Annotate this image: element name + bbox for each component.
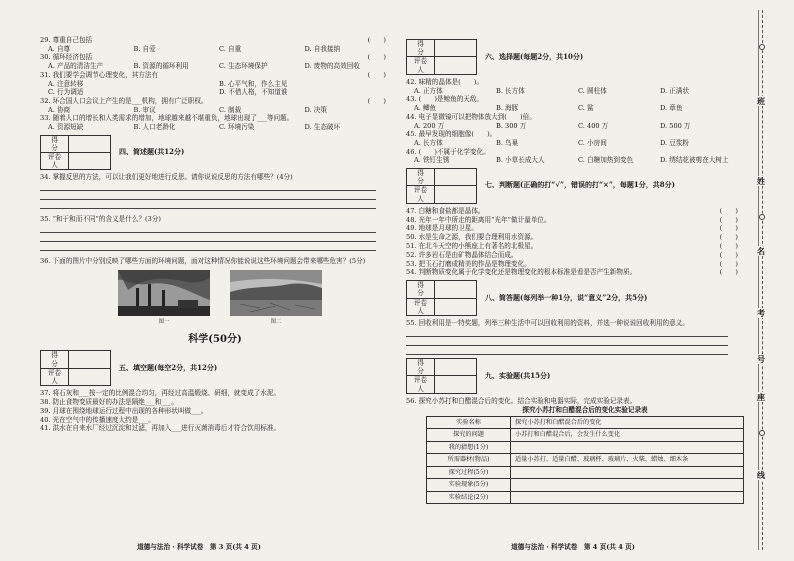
grader-label: 评卷人 xyxy=(41,368,69,385)
grader-cell[interactable] xyxy=(69,368,111,385)
row-value[interactable] xyxy=(511,441,744,454)
answer-paren[interactable]: ( ) xyxy=(719,233,738,242)
question-text: 43. ( )是鲸鱼的天敌。 xyxy=(406,95,484,104)
section-title: 六、选择题(每题2分，共10分) xyxy=(485,51,584,61)
statement-text: 50. 水是生命之源，我们要合理利用水资源。 xyxy=(406,233,538,242)
experiment-record-table xyxy=(426,416,744,505)
grader-cell[interactable] xyxy=(435,57,477,74)
question-text: 37. 将石灰和___按一定的比例混合均匀，再经过高温煅烧、研细，就变成了水泥。 xyxy=(40,389,281,398)
score-label: 得 分 xyxy=(41,351,69,368)
answer-paren[interactable]: ( ) xyxy=(719,206,738,215)
option-d[interactable]: D. 不借人格，不知道谁 xyxy=(219,88,288,97)
option-a[interactable]: A. 正方体 xyxy=(414,86,443,95)
answer-line[interactable] xyxy=(406,337,728,346)
photo-caption: 图一 xyxy=(158,319,170,326)
option-a[interactable]: A. 资源短缺 xyxy=(48,122,84,131)
section-title: 八、简答题(每列举一种1分，说“意义”2分，共5分) xyxy=(485,292,648,302)
section-5-header xyxy=(40,350,390,386)
grader-label: 评卷人 xyxy=(407,186,435,203)
score-cell[interactable] xyxy=(69,135,111,152)
options-31a xyxy=(40,80,390,89)
answer-line[interactable] xyxy=(406,328,728,337)
answer-line[interactable] xyxy=(40,242,376,251)
tf-49 xyxy=(406,224,742,233)
option-d[interactable]: D. 决策 xyxy=(304,105,327,114)
question-text: 40. 光在空气中的传播速度大约是___。 xyxy=(40,415,155,424)
grader-label: 评卷人 xyxy=(407,298,435,315)
question-text: 34. 掌握反思的方法，可以让我们更好地进行反思。请你说说反思的方法有哪些？(4分) xyxy=(40,173,293,182)
score-cell[interactable] xyxy=(435,168,477,185)
question-text: 45. 最早发现的细胞像( )。 xyxy=(406,130,497,139)
table-row xyxy=(427,466,744,479)
tf-50 xyxy=(406,233,742,242)
question-text: 32. 环合国人口会议上产生的是___机构，拥有广泛职权。 xyxy=(40,96,208,105)
question-56 xyxy=(406,397,742,406)
option-a[interactable]: A. 铁钉生锈 xyxy=(414,156,450,165)
option-d[interactable]: D. 正满状 xyxy=(660,86,690,95)
row-value[interactable]: 小苏打和白醋混合后，会发生什么变化 xyxy=(511,429,744,442)
factory-smoke-image xyxy=(118,270,210,316)
score-box xyxy=(406,39,477,75)
grader-label: 评卷人 xyxy=(41,153,69,170)
options-31b xyxy=(40,88,390,97)
answer-paren[interactable]: ( ) xyxy=(719,250,738,259)
option-c[interactable]: C. 行为调适 xyxy=(48,88,84,97)
score-cell[interactable] xyxy=(435,40,477,57)
score-label: 得 分 xyxy=(407,168,435,185)
section-title: 九、实验题(共15分) xyxy=(485,370,551,380)
science-title: 科学(50分) xyxy=(188,333,242,345)
question-text: 56. 探究小苏打和白醋混合后的变化。结合实验和电器实际，完成实验记录表。 xyxy=(406,396,637,405)
table-row xyxy=(427,454,744,467)
multiple-choice-list xyxy=(40,36,390,132)
binding-label: 座 xyxy=(754,392,768,402)
photo-row xyxy=(40,270,390,326)
option-b[interactable]: B. 资源的循环利用 xyxy=(133,62,189,71)
photo-caption: 图二 xyxy=(270,319,282,326)
option-c[interactable]: C. 制裁 xyxy=(219,105,242,114)
option-a[interactable]: A. 200 万 xyxy=(414,121,445,130)
option-c[interactable]: C. 自重 xyxy=(219,44,242,53)
question-text: 33. 随着人口的增长和人类需求的增加，地球越来越不堪重负，地球出现了___等问题。 xyxy=(40,114,294,123)
section-9-header xyxy=(406,358,742,394)
grader-cell[interactable] xyxy=(435,376,477,393)
grader-label: 评卷人 xyxy=(407,57,435,74)
page-4 xyxy=(398,0,748,561)
answer-line[interactable] xyxy=(40,200,376,209)
statement-text: 51. 在北斗天空的小熊座上有著名的北极星。 xyxy=(406,242,538,251)
option-a[interactable]: A. 产品的清洁生产 xyxy=(48,62,104,71)
fill-38 xyxy=(40,398,390,407)
section-title: 五、填空题(每空2分，共12分) xyxy=(119,362,218,372)
question-text: 29. 尊重自己包括 xyxy=(40,36,93,44)
question-text: 46. ( )不属于化学变化。 xyxy=(406,147,490,156)
answer-paren[interactable]: ( ) xyxy=(367,96,386,105)
question-42 xyxy=(406,78,742,87)
option-a[interactable]: A. 长方体 xyxy=(414,138,443,147)
section-8-header xyxy=(406,280,742,316)
binding-label: 号 xyxy=(754,354,768,364)
section-title: 七、判断题(正确的打“√”，错误的打“×”，每题1分，共8分) xyxy=(485,180,675,190)
score-cell[interactable] xyxy=(435,281,477,298)
row-label: 探究的问题 xyxy=(427,429,511,442)
score-box xyxy=(40,350,111,386)
option-a[interactable]: A. 鲫鱼 xyxy=(414,104,437,113)
binding-hole-icon xyxy=(759,44,765,50)
question-34 xyxy=(40,173,390,182)
binding-strip xyxy=(748,0,794,561)
row-value[interactable]: 探究小苏打和白醋混合后的变化 xyxy=(511,416,744,429)
question-29 xyxy=(40,36,390,45)
option-d[interactable]: D. 章鱼 xyxy=(660,104,683,113)
option-c[interactable]: C. 圆柱体 xyxy=(578,86,607,95)
option-d[interactable]: D. 生态破坏 xyxy=(304,122,341,131)
question-45 xyxy=(406,130,742,139)
statement-text: 47. 白糖和食盐都是晶体。 xyxy=(406,206,485,215)
question-43 xyxy=(406,95,742,104)
option-b[interactable]: B. 鸟巢 xyxy=(496,138,519,147)
page-footer: 道德与法治 · 科学试卷 第 4 页(共 4 页) xyxy=(511,542,635,551)
question-text: 41. 洪水在自来水厂经过沉淀和过滤，再加入___进行灭菌消毒后才符合饮用标准。 xyxy=(40,424,281,433)
section-4-header xyxy=(40,135,390,171)
score-label: 得 分 xyxy=(407,358,435,375)
option-d[interactable]: D. 绣结花被剪在大树上 xyxy=(660,156,729,165)
tf-47 xyxy=(406,207,742,216)
option-a[interactable]: A. 协商 xyxy=(48,105,71,114)
binding-label: 名 xyxy=(754,246,768,256)
answer-paren[interactable]: ( ) xyxy=(367,36,386,44)
option-d[interactable]: D. 自我接纳 xyxy=(304,44,341,53)
statement-text: 53. 把玉石打磨成精美的作品是物理变化。 xyxy=(406,259,531,268)
row-label: 探究过程(5分) xyxy=(427,466,511,479)
question-text: 36. 下面的图片中分别反映了哪些方面的环境问题，面对这种情况你能说说这些环境问题会带来哪些危害？(5分) xyxy=(40,257,366,266)
binding-label: 线 xyxy=(754,470,768,480)
score-label: 得 分 xyxy=(41,135,69,152)
fill-41 xyxy=(40,424,390,433)
score-box xyxy=(406,168,477,204)
question-33 xyxy=(40,114,390,123)
question-text: 42. 味精的晶体是( )。 xyxy=(406,77,484,86)
question-36 xyxy=(40,257,390,266)
dry-land-image xyxy=(230,270,322,316)
options-46 xyxy=(406,156,742,165)
answer-paren[interactable]: ( ) xyxy=(719,242,738,251)
option-c[interactable]: C. 400 万 xyxy=(578,121,609,130)
statement-text: 49. 地球是月球的卫星。 xyxy=(406,224,478,233)
table-row xyxy=(427,441,744,454)
question-text: 39. 月球在围绕地球运行过程中出现的各种形状叫做___。 xyxy=(40,406,208,415)
question-46 xyxy=(406,148,742,157)
fill-39 xyxy=(40,407,390,416)
table-row xyxy=(427,416,744,429)
binding-hole-icon xyxy=(759,430,765,436)
question-31 xyxy=(40,71,390,80)
experiment-table-title: 探究小苏打和白醋混合后的变化实验记录表 xyxy=(522,405,648,414)
photo-figure-1 xyxy=(118,270,210,326)
option-c[interactable]: C. 鲨 xyxy=(578,104,594,113)
grader-cell[interactable] xyxy=(69,153,111,170)
answer-line[interactable] xyxy=(40,233,376,242)
answer-line[interactable] xyxy=(40,224,376,233)
option-c[interactable]: C. 环境污染 xyxy=(219,122,255,131)
binding-rule xyxy=(758,10,759,550)
statement-text: 54. 判断物质变化属于化学变化还是物理变化的根本标准是看是否产生新物质。 xyxy=(406,268,637,277)
section-7-header xyxy=(406,168,742,204)
row-label: 实验结论(2分) xyxy=(427,491,511,504)
row-label: 实验名称 xyxy=(427,416,511,429)
score-box xyxy=(40,135,111,171)
option-d[interactable]: D. 豆浆粉 xyxy=(660,138,690,147)
options-43 xyxy=(406,104,742,113)
statement-text: 52. 许多岩石是由矿物晶体结合而成。 xyxy=(406,250,518,259)
table-row xyxy=(427,491,744,504)
option-c[interactable]: C. 生态环境保护 xyxy=(219,62,268,71)
row-label: 实验现象(5分) xyxy=(427,479,511,492)
score-label: 得 分 xyxy=(407,40,435,57)
statement-text: 48. 光年一年中所走的距离用“光年”做计量单位。 xyxy=(406,215,551,224)
option-b[interactable]: B. 审议 xyxy=(133,105,156,114)
grader-label: 评卷人 xyxy=(407,376,435,393)
row-value[interactable] xyxy=(511,491,744,504)
score-cell[interactable] xyxy=(69,351,111,368)
option-b[interactable]: B. 海豚 xyxy=(496,104,519,113)
page-footer: 道德与法治 · 科学试卷 第 3 页(共 4 页) xyxy=(137,542,261,551)
question-text: 38. 防止食物变质最好的办法是隔绝___和___。 xyxy=(40,398,178,407)
row-value[interactable]: 适量小苏打、适量白醋、玻璃杯、玻璃片、火柴、蜡烛、细木条 xyxy=(511,454,744,467)
options-32 xyxy=(40,106,390,115)
grader-cell[interactable] xyxy=(435,298,477,315)
tf-52 xyxy=(406,251,742,260)
binding-label: 考 xyxy=(754,308,768,318)
fill-37 xyxy=(40,389,390,398)
cut-line xyxy=(762,10,763,550)
table-row xyxy=(427,479,744,492)
options-45 xyxy=(406,139,742,148)
photo-figure-2 xyxy=(230,270,322,326)
option-d[interactable]: D. 废物的高效回收 xyxy=(304,62,360,71)
row-value[interactable] xyxy=(511,479,744,492)
options-30 xyxy=(40,62,390,71)
tf-51 xyxy=(406,242,742,251)
answer-paren[interactable]: ( ) xyxy=(367,70,386,79)
question-text: 30. 循环经济包括 xyxy=(40,53,93,62)
answer-paren[interactable]: ( ) xyxy=(719,268,738,277)
question-text: 55. 回收利用是一特奖题，列举三种生活中可以回收利用的资料，并选一种说说回收利用的意义。 xyxy=(406,319,689,328)
option-b[interactable]: B. 300 万 xyxy=(496,121,527,130)
option-b[interactable]: B. 心平气和，作么主见 xyxy=(219,79,288,88)
score-box xyxy=(406,358,477,394)
options-29 xyxy=(40,45,390,54)
answer-line[interactable] xyxy=(406,346,728,355)
answer-line[interactable] xyxy=(40,182,376,191)
row-label: 所需器材(物品) xyxy=(427,454,511,467)
question-text: 35. “和于和而不同”的含义是什么？(3分) xyxy=(40,215,161,224)
question-text: 31. 我们要学会调节心理变化，其方法有 xyxy=(40,70,159,79)
answer-paren[interactable]: ( ) xyxy=(719,224,738,233)
question-55 xyxy=(406,319,742,328)
option-b[interactable]: B. 人口老龄化 xyxy=(133,122,176,131)
option-b[interactable]: B. 小草长成大人 xyxy=(496,156,545,165)
grader-cell[interactable] xyxy=(435,186,477,203)
question-35 xyxy=(40,215,390,224)
score-box xyxy=(406,280,477,316)
score-cell[interactable] xyxy=(435,358,477,375)
answer-paren[interactable]: ( ) xyxy=(719,259,738,268)
binding-label: 班 xyxy=(754,96,768,106)
tf-54 xyxy=(406,268,742,277)
options-33 xyxy=(40,123,390,132)
binding-label: 姓 xyxy=(754,176,768,186)
question-32 xyxy=(40,97,390,106)
section-title: 四、简述题(共12分) xyxy=(119,147,185,157)
table-row xyxy=(427,429,744,442)
section-6-header xyxy=(406,39,742,75)
option-c[interactable]: C. 小房间 xyxy=(578,138,607,147)
question-text: 44. 电子显微镜可以把物体放大到( )倍。 xyxy=(406,112,536,121)
option-a[interactable]: A. 注意转移 xyxy=(48,79,84,88)
answer-line[interactable] xyxy=(40,191,376,200)
row-label: 我的猜想(1分) xyxy=(427,441,511,454)
option-c[interactable]: C. 白糖加热到变色 xyxy=(578,156,634,165)
question-44 xyxy=(406,113,742,122)
answer-paren[interactable]: ( ) xyxy=(367,53,386,62)
question-30 xyxy=(40,53,390,62)
option-b[interactable]: B. 长方体 xyxy=(496,86,525,95)
binding-hole-icon xyxy=(759,214,765,220)
option-d[interactable]: D. 500 万 xyxy=(660,121,691,130)
score-label: 得 分 xyxy=(407,281,435,298)
row-value[interactable] xyxy=(511,466,744,479)
option-a[interactable]: A. 自尊 xyxy=(48,44,71,53)
answer-paren[interactable]: ( ) xyxy=(719,215,738,224)
option-b[interactable]: B. 自爱 xyxy=(133,44,156,53)
options-44 xyxy=(406,122,742,131)
